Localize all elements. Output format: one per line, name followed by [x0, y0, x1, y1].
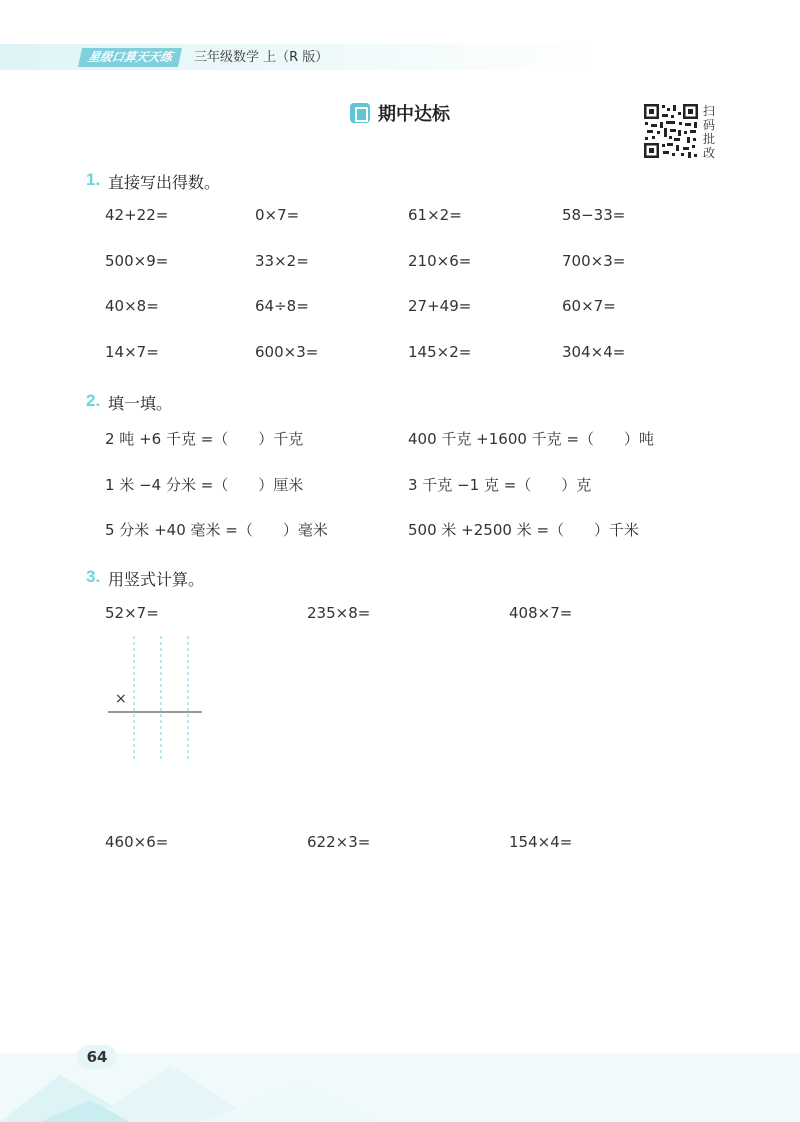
arithmetic-item: 64÷8=	[255, 297, 309, 315]
section-title-text: 期中达标	[378, 104, 450, 125]
qr-label	[703, 104, 717, 160]
question-number: 2.	[86, 391, 101, 410]
arithmetic-item: 60×7=	[562, 297, 616, 315]
arithmetic-item: 61×2=	[408, 206, 462, 224]
qr-label-char: 扫	[703, 104, 716, 118]
qr-label-char: 批	[703, 132, 716, 146]
fill-blank-item: 5 分米 +40 毫米 =（ ）毫米	[105, 521, 328, 539]
arithmetic-item: 600×3=	[255, 343, 319, 361]
vertical-calc-item: 154×4=	[509, 833, 573, 851]
qr-code-icon[interactable]	[643, 103, 699, 159]
arithmetic-item: 42+22=	[105, 206, 169, 224]
fill-blank-item: 400 千克 +1600 千克 =（ ）吨	[408, 430, 655, 448]
qr-label-char: 改	[703, 146, 716, 160]
worksheet-icon	[350, 103, 370, 123]
vertical-calc-item: 408×7=	[509, 604, 573, 622]
fill-blank-item: 3 千克 −1 克 =（ ）克	[408, 476, 592, 494]
series-tag: 星级口算天天练	[78, 48, 182, 67]
arithmetic-item: 27+49=	[408, 297, 472, 315]
arithmetic-item: 304×4=	[562, 343, 626, 361]
vertical-calc-item: 460×6=	[105, 833, 169, 851]
question-number: 1.	[86, 170, 101, 189]
fill-blank-item: 1 米 −4 分米 =（ ）厘米	[105, 476, 304, 494]
footer-decoration	[0, 1045, 800, 1122]
question-number: 3.	[86, 567, 101, 586]
arithmetic-item: 58−33=	[562, 206, 626, 224]
book-title: 三年级数学 上（R 版）	[194, 50, 329, 65]
arithmetic-item: 14×7=	[105, 343, 159, 361]
fill-blank-item: 2 吨 +6 千克 =（ ）千克	[105, 430, 304, 448]
arithmetic-item: 210×6=	[408, 252, 472, 270]
vertical-calc-item: 235×8=	[307, 604, 371, 622]
vertical-calc-item: 52×7=	[105, 604, 159, 622]
arithmetic-item: 40×8=	[105, 297, 159, 315]
multiply-sign: ×	[115, 691, 127, 707]
page-number: 64	[77, 1045, 117, 1069]
arithmetic-item: 145×2=	[408, 343, 472, 361]
question-title: 用竖式计算。	[108, 570, 205, 589]
arithmetic-item: 500×9=	[105, 252, 169, 270]
question-title: 填一填。	[108, 394, 173, 413]
arithmetic-item: 0×7=	[255, 206, 300, 224]
fill-blank-item: 500 米 +2500 米 =（ ）千米	[408, 521, 640, 539]
arithmetic-item: 33×2=	[255, 252, 309, 270]
qr-label-char: 码	[703, 118, 716, 132]
vertical-calc-item: 622×3=	[307, 833, 371, 851]
arithmetic-item: 700×3=	[562, 252, 626, 270]
question-title: 直接写出得数。	[108, 173, 221, 192]
